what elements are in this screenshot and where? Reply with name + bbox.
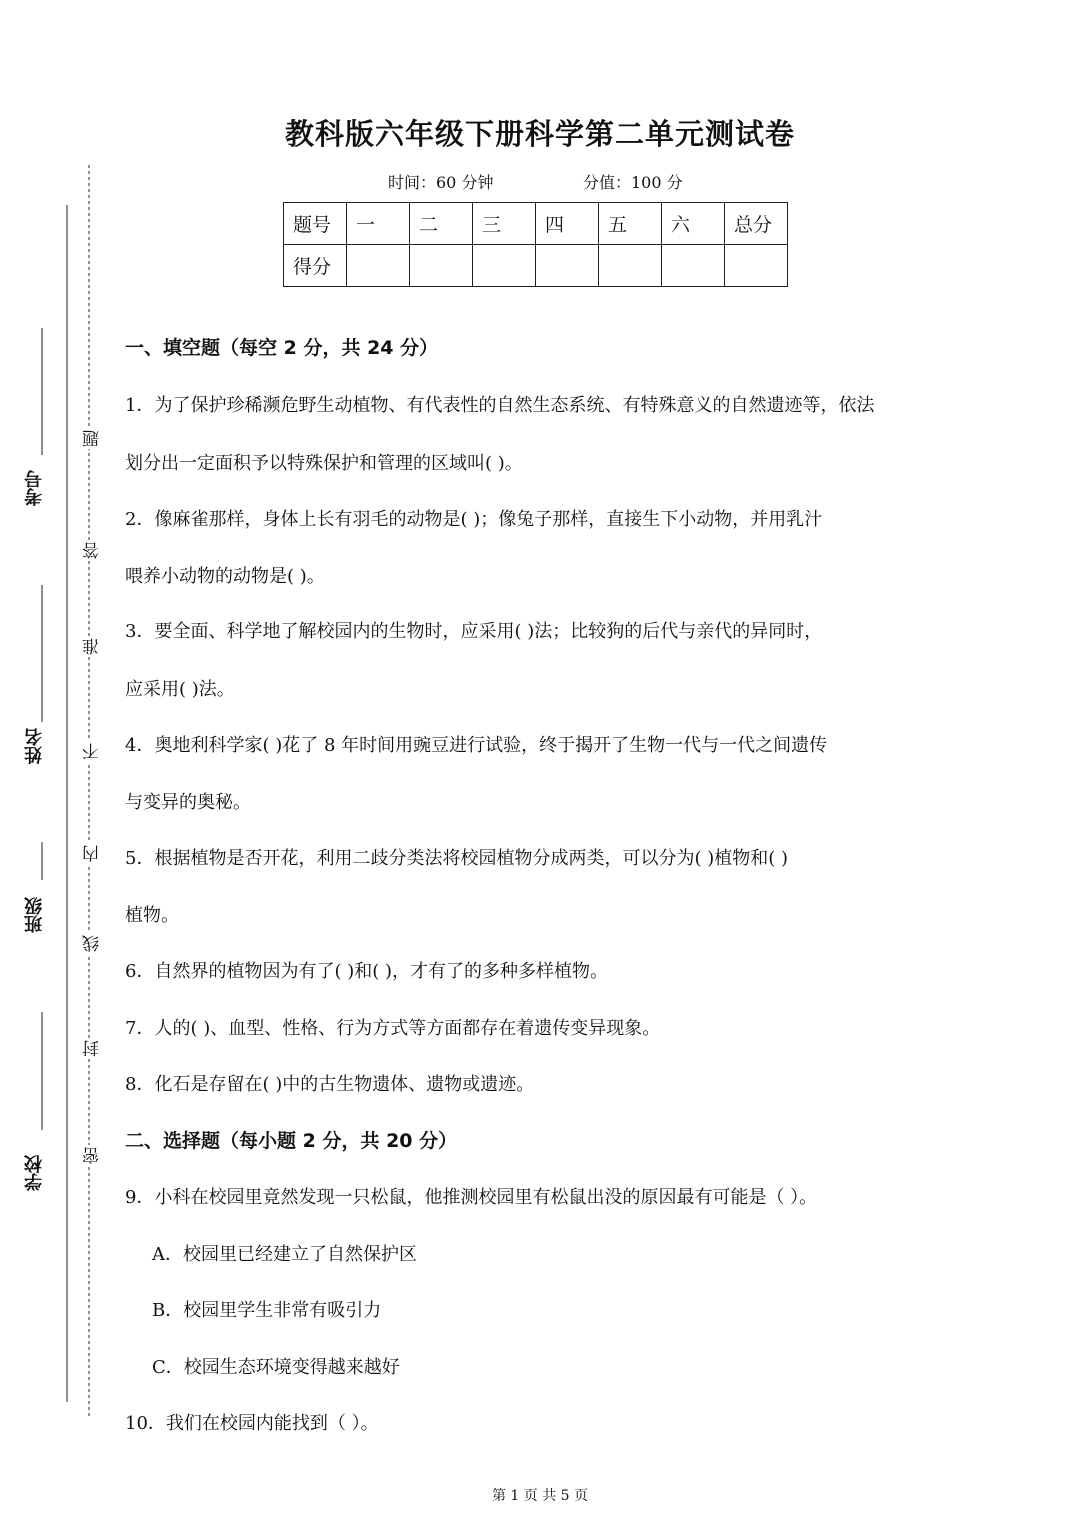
score-cell[interactable]: [536, 245, 599, 287]
school-label: 学校: [24, 1155, 45, 1191]
seal-char: 准: [80, 636, 105, 657]
score-cell[interactable]: [347, 245, 410, 287]
question-line: 划分出一定面积予以特殊保护和管理的区域叫( )。: [125, 453, 523, 474]
question-line: 喂养小动物的动物是( )。: [125, 566, 325, 587]
exam-number-label: 考号: [24, 470, 45, 506]
page-number: 第 1 页 共 5 页: [491, 1488, 589, 1504]
score-table-header: 四: [536, 203, 599, 245]
score-table-header: 六: [662, 203, 725, 245]
question-line: 7．人的( )、血型、性格、行为方式等方面都存在着遗传变异现象。: [125, 1018, 661, 1039]
question-9-option-a[interactable]: A．校园里已经建立了自然保护区: [152, 1244, 417, 1265]
exam-score: 分值：100 分: [583, 173, 683, 192]
exam-time: 时间：60 分钟: [388, 173, 494, 192]
seal-char: 不: [80, 741, 105, 762]
section-1-title: 一、填空题（每空 2 分，共 24 分）: [125, 337, 439, 359]
question-line: 8．化石是存留在( )中的古生物遗体、遗物或遗迹。: [125, 1074, 535, 1095]
seal-char: 答: [80, 540, 105, 561]
score-table-header: 三: [473, 203, 536, 245]
section-2-title: 二、选择题（每小题 2 分，共 20 分）: [125, 1130, 458, 1152]
question-line: 3．要全面、科学地了解校园内的生物时，应采用( )法；比较狗的后代与亲代的异同时，: [125, 621, 823, 642]
question-9-option-c[interactable]: C．校园生态环境变得越来越好: [152, 1357, 400, 1378]
score-table-header: 一: [347, 203, 410, 245]
question-line: 1．为了保护珍稀濒危野生动植物、有代表性的自然生态系统、有特殊意义的自然遗迹等，依法: [125, 395, 875, 416]
question-line: 4．奥地利科学家( )花了 8 年时间用豌豆进行试验，终于揭开了生物一代与一代之间遗传: [125, 735, 828, 756]
question-line: 与变异的奥秘。: [125, 792, 251, 813]
score-cell[interactable]: [599, 245, 662, 287]
score-cell[interactable]: [410, 245, 473, 287]
seal-char: 内: [80, 843, 105, 864]
score-cell[interactable]: [725, 245, 788, 287]
score-cell[interactable]: [473, 245, 536, 287]
question-10: 10．我们在校园内能找到（ ）。: [125, 1413, 379, 1434]
page-title: 教科版六年级下册科学第二单元测试卷: [284, 117, 795, 151]
question-line: 6．自然界的植物因为有了( )和( )，才有了的多种多样植物。: [125, 961, 608, 982]
score-table-header: 总分: [725, 203, 788, 245]
seal-char: 密: [80, 1145, 105, 1166]
seal-char: 题: [80, 428, 105, 449]
score-cell[interactable]: [662, 245, 725, 287]
question-line: 5．根据植物是否开花，利用二歧分类法将校园植物分成两类，可以分为( )植物和( ): [125, 848, 788, 869]
seal-char: 封: [80, 1038, 105, 1059]
score-table-header: 五: [599, 203, 662, 245]
question-9: 9．小科在校园里竟然发现一只松鼠，他推测校园里有松鼠出没的原因最有可能是（ ）。: [125, 1187, 818, 1208]
name-label: 姓名: [24, 728, 45, 764]
question-line: 植物。: [125, 905, 179, 926]
class-label: 班级: [24, 897, 45, 933]
score-table-score-row: [284, 245, 788, 287]
score-table-header: 二: [410, 203, 473, 245]
score-table: [283, 202, 788, 287]
binding-margin-lines: [0, 0, 110, 1527]
question-line: 应采用( )法。: [125, 679, 235, 700]
question-9-option-b[interactable]: B．校园里学生非常有吸引力: [152, 1300, 382, 1321]
question-line: 2．像麻雀那样，身体上长有羽毛的动物是( )；像兔子那样，直接生下小动物，并用乳汁: [125, 509, 823, 530]
seal-char: 线: [80, 933, 105, 954]
score-table-header-row: [284, 203, 788, 245]
score-table-header: 题号: [284, 203, 347, 245]
score-table-row-label: 得分: [284, 245, 347, 287]
